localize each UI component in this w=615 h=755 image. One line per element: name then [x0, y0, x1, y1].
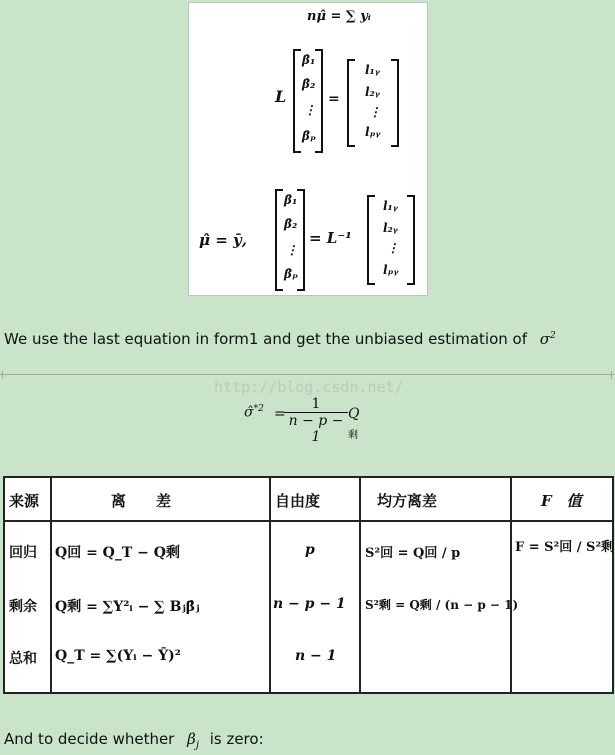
beta-entry: ⋮ — [304, 103, 316, 117]
beta-vector-1 — [293, 49, 323, 153]
header-mean-square: 均方离差 — [377, 492, 438, 510]
formula-equals: = — [274, 406, 286, 422]
l-entry: l₂ᵧ — [383, 221, 398, 235]
l-vector-2 — [367, 195, 415, 285]
beta-entry: β̂₂ — [302, 77, 316, 91]
row-mean-square: S²剩 = Q剩 / (n − p − 1) — [365, 598, 519, 612]
row-f-value: F = S²回 / S²剩 — [515, 540, 615, 555]
l-entry: l₁ᵧ — [383, 199, 398, 213]
paragraph-decide-beta — [4, 730, 264, 751]
equals-sign: = — [328, 91, 340, 107]
paragraph-unbiased-estimation — [4, 330, 556, 348]
formula-fraction — [284, 396, 348, 445]
row-source: 总和 — [9, 651, 37, 667]
formula-lhs: σ̂$^{*2}$ — [244, 404, 264, 421]
mean-equation: nμ̂ = ∑ yᵢ — [307, 9, 371, 24]
paragraph-text: We use the last equation in form1 and get the unbiased estimation of — [4, 330, 528, 348]
beta-entry: β̂₂ — [284, 217, 298, 231]
sigma-symbol: $\sigma^2$ — [539, 330, 556, 348]
paragraph-tail: is zero: — [209, 730, 264, 748]
l-entry: ⋮ — [369, 105, 381, 119]
paragraph-text: And to decide whether — [4, 730, 175, 748]
formula-numerator: 1 — [284, 396, 348, 413]
row-df: p — [305, 542, 315, 558]
equation-scan-image — [188, 2, 428, 296]
anova-table-image — [3, 476, 614, 694]
header-source: 来源 — [9, 492, 40, 510]
beta-entry: β̂ₚ — [284, 267, 298, 281]
header-deviation: 离 差 — [111, 492, 172, 510]
header-f-value: F 值 — [541, 492, 582, 510]
row-df: n − 1 — [295, 648, 337, 664]
row-deviation: Q_T = ∑(Yᵢ − Ȳ)² — [55, 648, 181, 664]
watermark: http://blog.csdn.net/ — [214, 378, 404, 396]
beta-entry: β̂₁ — [284, 193, 298, 207]
formula-rhs: $Q_剩$ — [348, 406, 360, 441]
l-entry: lₚᵧ — [383, 263, 399, 277]
row-df: n − p − 1 — [273, 596, 346, 612]
beta-entry: ⋮ — [286, 243, 298, 257]
L-inverse-label: = L⁻¹ — [309, 229, 352, 247]
beta-vector-2 — [275, 189, 305, 291]
beta-entry: β̂₁ — [302, 53, 316, 67]
beta-symbol: $\beta_j$ — [187, 730, 199, 751]
page-divider — [0, 374, 615, 375]
l-entry: lₚᵧ — [365, 125, 381, 139]
row-source: 剩余 — [9, 599, 37, 615]
l-entry: l₂ᵧ — [365, 85, 380, 99]
row-mean-square: S²回 = Q回 / p — [365, 546, 461, 561]
row-deviation: Q剩 = ∑Y²ᵢ − ∑ Bⱼβ̂ⱼ — [55, 599, 200, 615]
mu-equation: μ̂ = ȳ, — [199, 231, 247, 249]
l-entry: l₁ᵧ — [365, 63, 380, 77]
row-source: 回归 — [9, 545, 37, 561]
formula-denominator: n − p − 1 — [288, 413, 344, 445]
beta-entry: β̂ₚ — [302, 129, 316, 143]
l-entry: ⋮ — [387, 241, 399, 255]
matrix-L-label: L — [275, 87, 287, 106]
header-df: 自由度 — [275, 492, 321, 510]
l-vector-1 — [347, 59, 399, 147]
row-deviation: Q回 = Q_T − Q剩 — [55, 545, 180, 561]
